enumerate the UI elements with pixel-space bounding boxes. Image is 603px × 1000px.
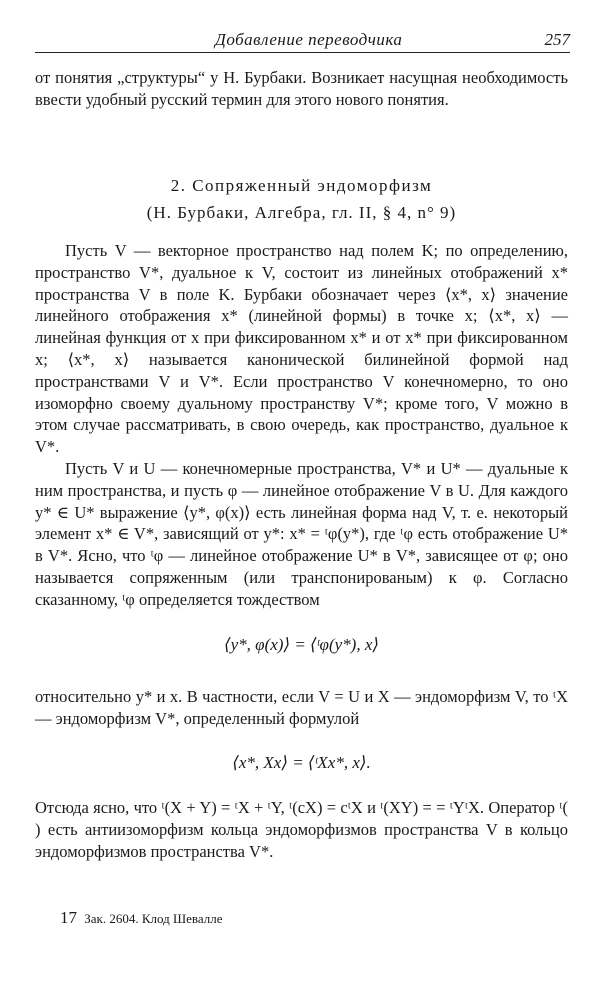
paragraph-transpose: Пусть V и U — конечномерные пространства, V* и U* — дуальные к ним пространства, и пусть φ — линейное отображение V в U. Для каждого y* ∈ U* выражение ⟨y*, φ(x)⟩ есть линейная форма над V, т. е. некоторый элемент x* ∈ V*, зависящий от y*: x* = ᵗφ(y*), где ᵗφ есть отображение U* в V*. Ясно, что ᵗφ — линейное отображение U* в V*, зависящее от φ; оно называется сопряженным (или транспонированым) к φ. Согласно сказанному, ᵗφ определяется тождеством: [35, 458, 568, 609]
paragraph-endomorphism-block: [35, 686, 568, 730]
printer-footer: [60, 908, 222, 928]
intro-paragraph-block: [35, 67, 568, 111]
paragraph-definition: Пусть V — векторное пространство над полем K; по определению, пространство V*, дуальное к V, состоит из линейных отображений x* пространства V в поле K. Бурбаки обозначает через ⟨x*, x⟩ значение линейного отображения x* (линейной формы) в точке x; ⟨x*, x⟩ — линейная функция от x при фиксированном x* и от x* при фиксированном x; ⟨x*, x⟩ называется канонической билинейной формой над пространствами V и V*. Если пространство V конечномерно, то оно изоморфно своему дуальному пространству V*; кроме того, V можно в этом случае рассматривать, в свою очередь, как пространство, дуальное к V*.: [35, 241, 568, 457]
paragraph-endomorphism: относительно y* и x. В частности, если V = U и X — эндоморфизм V, то ᵗX — эндоморфизм V*, определенный формулой: [35, 687, 568, 728]
main-text-block: [35, 240, 568, 611]
intro-paragraph: от понятия „структуры“ у Н. Бурбаки. Возникает насущная необходимость ввести удобный русский термин для этого нового понятия.: [35, 68, 568, 109]
running-head-title: Добавление переводчика: [215, 30, 403, 49]
section-reference: (Н. Бурбаки, Алгебра, гл. II, § 4, n° 9): [146, 203, 457, 222]
formula-identity: ⟨y*, φ(x)⟩ = ⟨ᵗφ(y*), x⟩: [224, 635, 379, 654]
signature-mark: 17: [60, 908, 77, 927]
paragraph-antiisomorphism-block: [35, 797, 568, 862]
running-head: [35, 30, 570, 53]
paragraph-antiisomorphism: Отсюда ясно, что ᵗ(X + Y) = ᵗX + ᵗY, ᵗ(cX) = cᵗX и ᵗ(XY) = = ᵗYᵗX. Оператор ᵗ( ) есть антиизоморфизм кольца эндоморфизмов пространства V в кольцо эндоморфизмов пространства V*.: [35, 798, 568, 861]
footer-text: Зак. 2604. Клод Шевалле: [84, 911, 223, 926]
section-title: 2. Сопряженный эндоморфизм: [170, 176, 433, 195]
formula-endomorphism: ⟨x*, Xx⟩ = ⟨ᵗXx*, x⟩.: [232, 753, 371, 772]
page-number: 257: [544, 30, 570, 49]
